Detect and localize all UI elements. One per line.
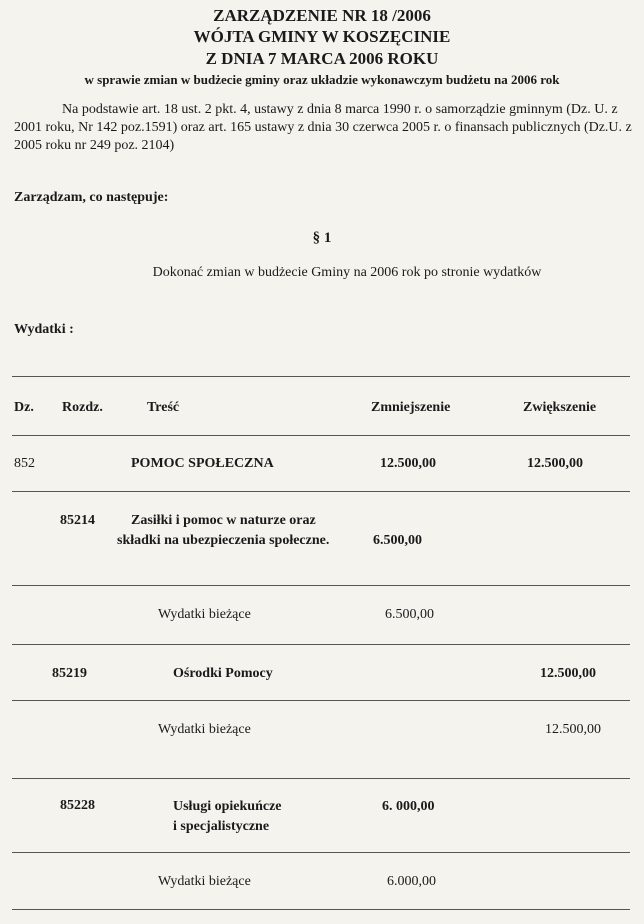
row-tresc: POMOC SPOŁECZNA [131,456,274,471]
row-tresc-line2: składki na ubezpieczenia społeczne. [117,533,330,548]
col-header-tresc: Treść [147,400,180,415]
row-divider [12,700,630,701]
col-header-zmniejszenie: Zmniejszenie [371,400,451,415]
row-zmniejszenie: 6. 000,00 [382,799,435,814]
row-zmniejszenie: 6.500,00 [373,533,422,548]
decree-line: Zarządzam, co następuje: [14,190,169,205]
row-tresc: Ośrodki Pomocy [173,666,273,681]
row-tresc: Wydatki bieżące [158,722,251,737]
row-tresc: Wydatki bieżące [158,607,251,622]
header-bottom-rule [12,435,630,436]
doc-subject: w sprawie zmian w budżecie gminy oraz układzie wykonawczym budżetu na 2006 rok [84,72,560,87]
row-divider [12,644,630,645]
row-tresc: Wydatki bieżące [158,874,251,889]
row-zmniejszenie: 6.500,00 [385,607,434,622]
expenses-label: Wydatki : [14,322,74,337]
row-tresc-line1: Zasiłki i pomoc w naturze oraz [131,513,316,528]
row-rozdz: 85214 [60,513,95,528]
col-header-rozdz: Rozdz. [62,400,103,415]
row-rozdz: 85228 [60,798,95,813]
row-divider [12,852,630,853]
row-divider [12,778,630,779]
row-zmniejszenie: 6.000,00 [387,874,436,889]
row-zwiekszenie: 12.500,00 [540,666,596,681]
col-header-dz: Dz. [14,400,34,415]
doc-title-line2: WÓJTA GMINY W KOSZĘCINIE [193,27,451,46]
row-divider [12,909,630,910]
section-text: Dokonać zmian w budżecie Gminy na 2006 rok po stronie wydatków [152,265,542,280]
row-dz: 852 [14,456,35,471]
row-rozdz: 85219 [52,666,87,681]
section-number: § 1 [312,230,332,246]
doc-title-line1: ZARZĄDZENIE NR 18 /2006 [213,6,431,25]
row-divider [12,585,630,586]
row-tresc-line1: Usługi opiekuńcze [173,799,282,814]
row-tresc-line2: i specjalistyczne [173,819,270,834]
row-divider [12,491,630,492]
row-zwiekszenie: 12.500,00 [545,722,601,737]
col-header-zwiekszenie: Zwiększenie [523,400,597,415]
doc-title-line3: Z DNIA 7 MARCA 2006 ROKU [205,49,439,68]
preamble: Na podstawie art. 18 ust. 2 pkt. 4, ustawy z dnia 8 marca 1990 r. o samorządzie gminnym (Dz. U. z 2001 roku, Nr 142 poz.1591) oraz art. 165 ustawy z dnia 30 czerwca 2005 r. o finansach publicznych (Dz.U. z 2005 roku nr 249 poz. 2104) [14,102,632,153]
row-zwiekszenie: 12.500,00 [527,456,583,471]
table-top-rule [12,376,630,377]
row-zmniejszenie: 12.500,00 [380,456,436,471]
